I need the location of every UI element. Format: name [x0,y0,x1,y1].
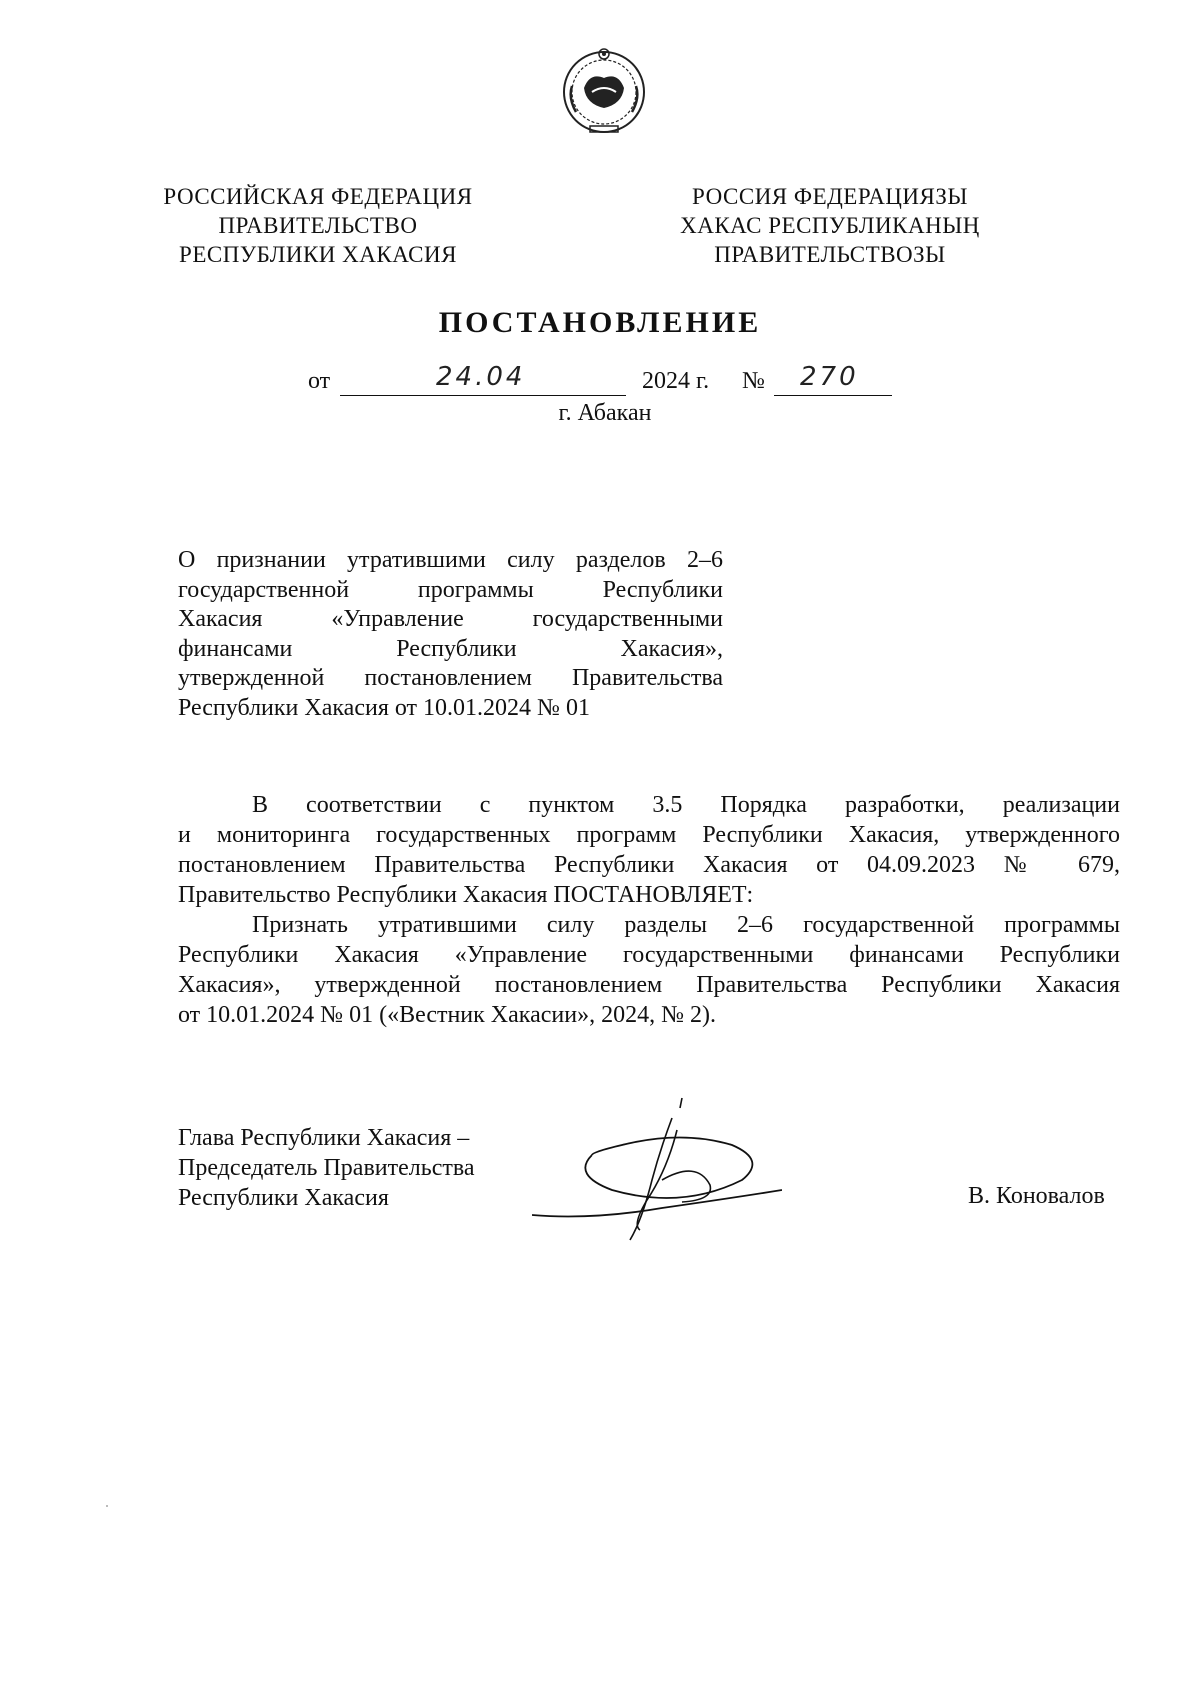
subject-line: утвержденной постановлением Правительства [178,665,723,691]
header-right-line-2: ХАКАС РЕСПУБЛИКАНЫҢ [680,213,980,238]
signatory-position-line: Председатель Правительства [178,1155,475,1181]
body-text [178,790,1120,1030]
city: г. Абакан [558,400,652,426]
header-left-line-3: РЕСПУБЛИКИ ХАКАСИЯ [179,242,457,267]
date-number-line [0,362,1200,402]
body-line: постановлением Правительства Республики Хакасия от 04.09.2023 № 679, [178,852,1120,878]
header-left-line-2: ПРАВИТЕЛЬСТВО [218,213,418,238]
header-left [128,182,508,269]
body-line: Республики Хакасия «Управление государственными финансами Республики [178,942,1120,968]
date-underline [340,395,626,396]
subject-line: государственной программы Республики [178,576,723,603]
signature-icon [532,1090,782,1250]
year-label: 2024 г. [642,368,710,394]
body-line: Хакасия», утвержденной постановлением Правительства Республики Хакасия [178,972,1120,998]
body-line: от 10.01.2024 № 01 («Вестник Хакасии», 2024, № 2). [178,1002,716,1028]
coat-of-arms-icon [556,42,652,138]
signatory-name: В. Коновалов [968,1183,1105,1209]
subject-line: О признании утратившими силу разделов 2–6 [178,547,723,573]
subject-line: Республики Хакасия от 10.01.2024 № 01 [178,694,590,721]
subject-line: финансами Республики Хакасия», [178,635,723,662]
header-right-line-3: ПРАВИТЕЛЬСТВОЗЫ [714,242,946,267]
signatory-position-line: Республики Хакасия [178,1185,389,1211]
from-label: от [308,368,331,394]
date-handwritten: 24.04 [436,362,526,392]
number-label: № [742,368,765,394]
subject-block [178,546,723,723]
header-right-line-1: РОССИЯ ФЕДЕРАЦИЯЗЫ [692,184,968,209]
signatory-position [178,1123,475,1213]
document-title: ПОСТАНОВЛЕНИЕ [438,306,762,339]
number-underline [774,395,892,396]
header-right [640,182,1020,269]
header-left-line-1: РОССИЙСКАЯ ФЕДЕРАЦИЯ [163,184,473,209]
body-line: Правительство Республики Хакасия ПОСТАНОВЛЯЕТ: [178,882,754,908]
signatory-position-line: Глава Республики Хакасия – [178,1125,470,1151]
scan-speck [106,1505,108,1507]
subject-line: Хакасия «Управление государственными [178,606,723,632]
body-line: и мониторинга государственных программ Республики Хакасия, утвержденного [178,822,1120,848]
body-line: Признать утратившими силу разделы 2–6 государственной программы [252,912,1120,938]
number-handwritten: 270 [800,362,859,392]
body-line: В соответствии с пунктом 3.5 Порядка разработки, реализации [252,792,1120,818]
